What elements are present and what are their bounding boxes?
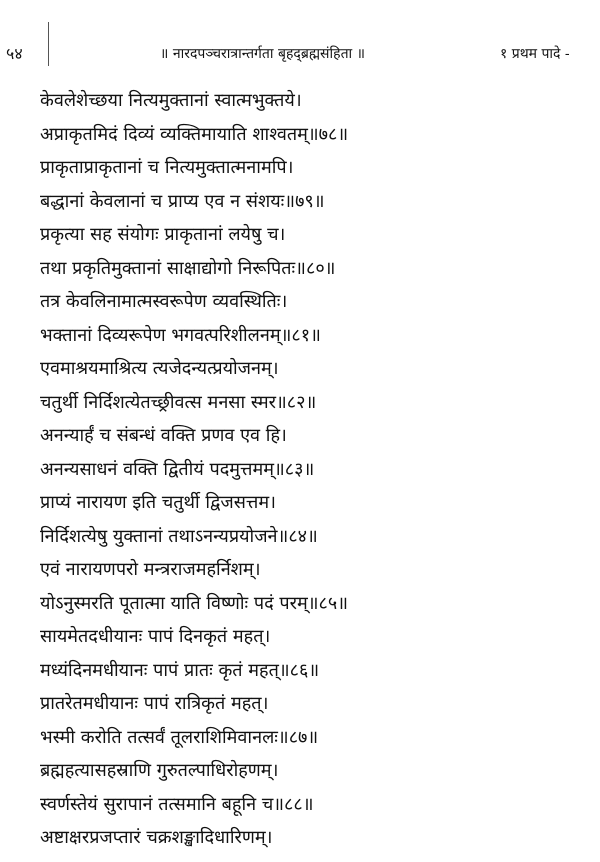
- verse-line: बद्धानां केवलानां च प्राप्य एव न संशयः॥७९॥: [40, 190, 325, 212]
- verse-line: प्राप्यं नारायण इति चतुर्थी द्विजसत्तम।: [40, 492, 276, 513]
- verse-line: भक्तानां दिव्यरूपेण भगवत्परिशीलनम्॥८१॥: [40, 324, 321, 346]
- verse-line: तत्र केवलिनामात्मस्वरूपेण व्यवस्थितिः।: [40, 291, 288, 312]
- page-header: [0, 0, 600, 70]
- verse-line: चतुर्थी निर्दिशत्येतच्छ्रीवत्स मनसा स्मर॥८२॥: [40, 391, 317, 413]
- verse-line: भस्मी करोति तत्सर्वं तूलराशिमिवानलः॥८७॥: [40, 726, 319, 748]
- verse-line: मध्यंदिनमधीयानः पापं प्रातः कृतं महत्॥८६॥: [40, 659, 320, 681]
- verse-line: अप्राकृतमिदं दिव्यं व्यक्तिमायाति शाश्वतम्॥७८॥: [40, 123, 349, 145]
- verse-line: प्रातरेतमधीयानः पापं रात्रिकृतं महत्।: [40, 693, 269, 714]
- running-title: ॥ नारदपञ्चरात्रान्तर्गता बृहद्ब्रह्मसंहिता ॥: [160, 46, 366, 62]
- verse-line: निर्दिशत्येषु युक्तानां तथाऽनन्यप्रयोजने॥८४॥: [40, 525, 318, 547]
- verse-line: अष्टाक्षरप्रजप्तारं चक्रशङ्खादिधारिणम्।: [40, 827, 273, 848]
- verse-line: स्वर्णस्तेयं सुरापानं तत्समानि बहूनि च॥८८॥: [40, 793, 314, 815]
- header-divider: [48, 22, 49, 66]
- verse-line: प्राकृताप्राकृतानां च नित्यमुक्तात्मनामपि।: [40, 157, 294, 178]
- verse-line: ब्रह्महत्यासहस्राणि गुरुतल्पाधिरोहणम्।: [40, 760, 279, 781]
- verse-line: तथा प्रकृतिमुक्तानां साक्षाद्योगो निरूपितः॥८०॥: [40, 257, 336, 279]
- verse-line: अनन्यसाधनं वक्ति द्वितीयं पदमुत्तमम्॥८३॥: [40, 458, 315, 480]
- page-number: ५४: [6, 44, 23, 63]
- section-label: १ प्रथम पादे -: [500, 46, 570, 62]
- verse-line: एवमाश्रयमाश्रित्य त्यजेदन्यत्प्रयोजनम्।: [40, 358, 279, 379]
- verse-line: योऽनुस्मरति पूतात्मा याति विष्णोः पदं परम्॥८५॥: [40, 592, 349, 614]
- verse-line: केवलेशेच्छया नित्यमुक्तानां स्वात्मभुक्तये।: [40, 90, 302, 111]
- verse-text: [40, 84, 595, 855]
- verse-line: एवं नारायणपरो मन्त्रराजमहर्निशम्।: [40, 559, 261, 580]
- verse-line: सायमेतदधीयानः पापं दिनकृतं महत्।: [40, 626, 271, 647]
- verse-line: प्रकृत्या सह संयोगः प्राकृतानां लयेषु च।: [40, 224, 286, 245]
- verse-line: अनन्यार्हं च संबन्धं वक्ति प्रणव एव हि।: [40, 425, 287, 446]
